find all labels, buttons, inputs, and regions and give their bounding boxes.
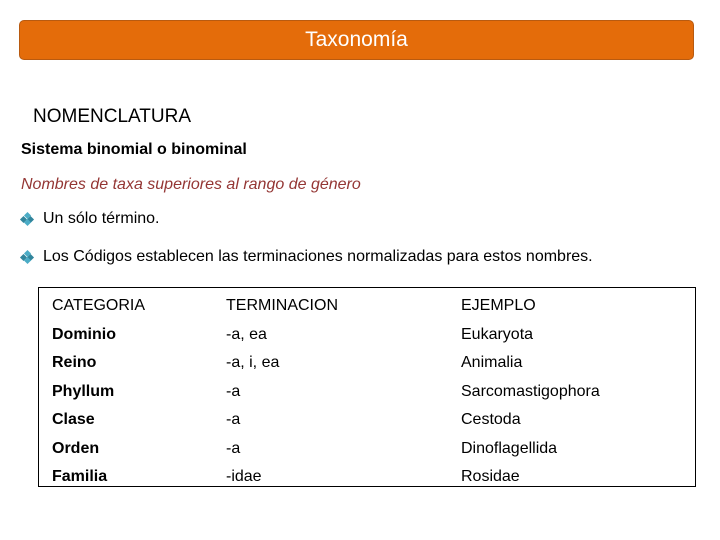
table-cell: Rosidae (461, 468, 520, 485)
table-cell: Dominio (52, 325, 116, 343)
table-cell: Orden (52, 439, 100, 457)
table-cell: -a, ea (226, 325, 267, 343)
table-cell: Reino (52, 354, 97, 371)
table-header: EJEMPLO (461, 297, 536, 314)
taxonomy-table (38, 287, 696, 487)
table-cell: Eukaryota (461, 325, 534, 343)
diamond-bullet-icon (21, 213, 33, 225)
table-cell: -a (226, 382, 241, 400)
table-cell: Familia (52, 468, 108, 485)
table-cell: -idae (226, 468, 262, 485)
table-cell: -a, i, ea (226, 354, 280, 371)
table-column-ejemplo (461, 292, 600, 492)
bullet-text: Un sólo término. (43, 210, 160, 227)
table-column-terminacion (226, 292, 338, 492)
title-bar (19, 20, 694, 60)
bullet-item (21, 210, 160, 228)
table-header: CATEGORIA (52, 297, 146, 314)
diamond-bullet-icon (21, 251, 33, 263)
page-title: Taxonomía (305, 28, 408, 51)
table-cell: Cestoda (461, 411, 521, 428)
bullet-item (21, 248, 593, 266)
bullet-text: Los Códigos establecen las terminaciones normalizadas para estos nombres. (43, 248, 593, 265)
table-cell: -a (226, 411, 241, 428)
table-cell: Clase (52, 411, 95, 428)
table-cell: -a (226, 439, 241, 457)
italic-subtitle: Nombres de taxa superiores al rango de género (21, 176, 361, 193)
table-cell: Animalia (461, 354, 523, 371)
section-heading: NOMENCLATURA (33, 106, 191, 127)
table-column-categoria (52, 292, 145, 492)
table-cell: Dinoflagellida (461, 439, 558, 457)
table-header: TERMINACION (226, 297, 338, 314)
table-cell: Sarcomastigophora (461, 382, 600, 400)
subheading: Sistema binomial o binominal (21, 141, 247, 158)
table-cell: Phyllum (52, 382, 115, 400)
